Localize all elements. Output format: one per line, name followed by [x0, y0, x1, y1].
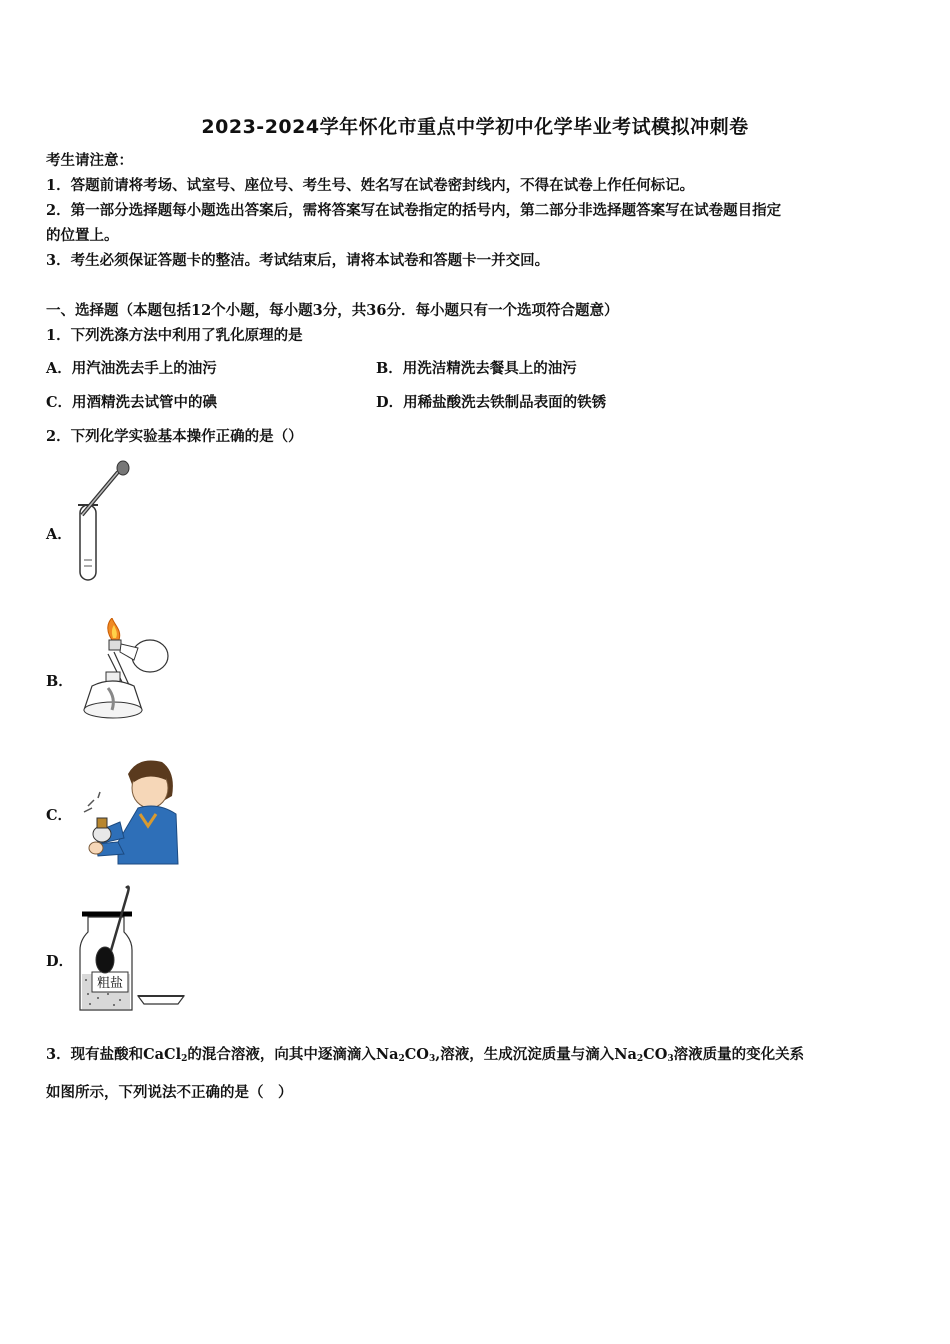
- alcohol-lamp-figure: [72, 618, 177, 726]
- q1-option-c: C．用酒精洗去试管中的碘: [46, 394, 218, 411]
- q3-part1: 3．现有盐酸和CaCl: [46, 1046, 182, 1063]
- q3-part4: ,溶液，生成沉淀质量与滴入Na: [435, 1046, 637, 1063]
- section-heading: 一、选择题（本题包括12个小题，每小题3分，共36分．每小题只有一个选项符合题意）: [46, 302, 619, 319]
- q3-sub2: 2: [398, 1054, 405, 1064]
- q3-stem-line1: [46, 1045, 804, 1069]
- notice-item-1: 1．答题前请将考场、试室号、座位号、考生号、姓名写在试卷密封线内，不得在试卷上作任何标记。: [46, 177, 695, 194]
- notice-item-3: 3．考生必须保证答题卡的整洁。考试结束后，请将本试卷和答题卡一并交回。: [46, 252, 550, 269]
- q2-label-c: C．: [46, 807, 73, 824]
- jar-label: 粗盐: [96, 976, 124, 991]
- q3-part3: CO: [404, 1046, 429, 1063]
- q3-part5: CO: [643, 1046, 668, 1063]
- q1-option-d: D．用稀盐酸洗去铁制品表面的铁锈: [376, 394, 607, 411]
- q3-stem-line2: 如图所示，下列说法不正确的是（ ）: [46, 1084, 293, 1101]
- q3-sub4: 2: [636, 1054, 644, 1064]
- q3-sub1: 2: [181, 1054, 188, 1064]
- q2-label-b: B．: [46, 673, 73, 690]
- q3-sub5: 3: [667, 1054, 674, 1064]
- q2-label-a: A．: [46, 526, 72, 543]
- q1-stem: 1．下列洗涤方法中利用了乳化原理的是: [46, 327, 303, 344]
- notice-item-2: 2．第一部分选择题每小题选出答案后，需将答案写在试卷指定的括号内，第二部分非选择题答案写在试卷题目指定: [46, 202, 782, 219]
- notice-item-2-cont: 的位置上。: [46, 227, 119, 244]
- dropper-test-tube-figure: [70, 460, 140, 585]
- q3-part6: 溶液质量的变化关系: [673, 1046, 805, 1063]
- q3-sub3: 3: [428, 1054, 436, 1064]
- q2-label-d: D．: [46, 953, 74, 970]
- smelling-gas-figure: [78, 756, 183, 866]
- reagent-jar-figure: [74, 884, 189, 1016]
- q1-option-a: A．用汽油洗去手上的油污: [46, 360, 217, 377]
- notice-heading: 考生请注意：: [46, 152, 133, 169]
- page-title: 2023-2024学年怀化市重点中学初中化学毕业考试模拟冲刺卷: [201, 116, 749, 138]
- q1-option-b: B．用洗洁精洗去餐具上的油污: [376, 360, 577, 377]
- q3-part2: 的混合溶液，向其中逐滴滴入Na: [187, 1046, 399, 1063]
- q2-stem: 2．下列化学实验基本操作正确的是（）: [46, 428, 303, 445]
